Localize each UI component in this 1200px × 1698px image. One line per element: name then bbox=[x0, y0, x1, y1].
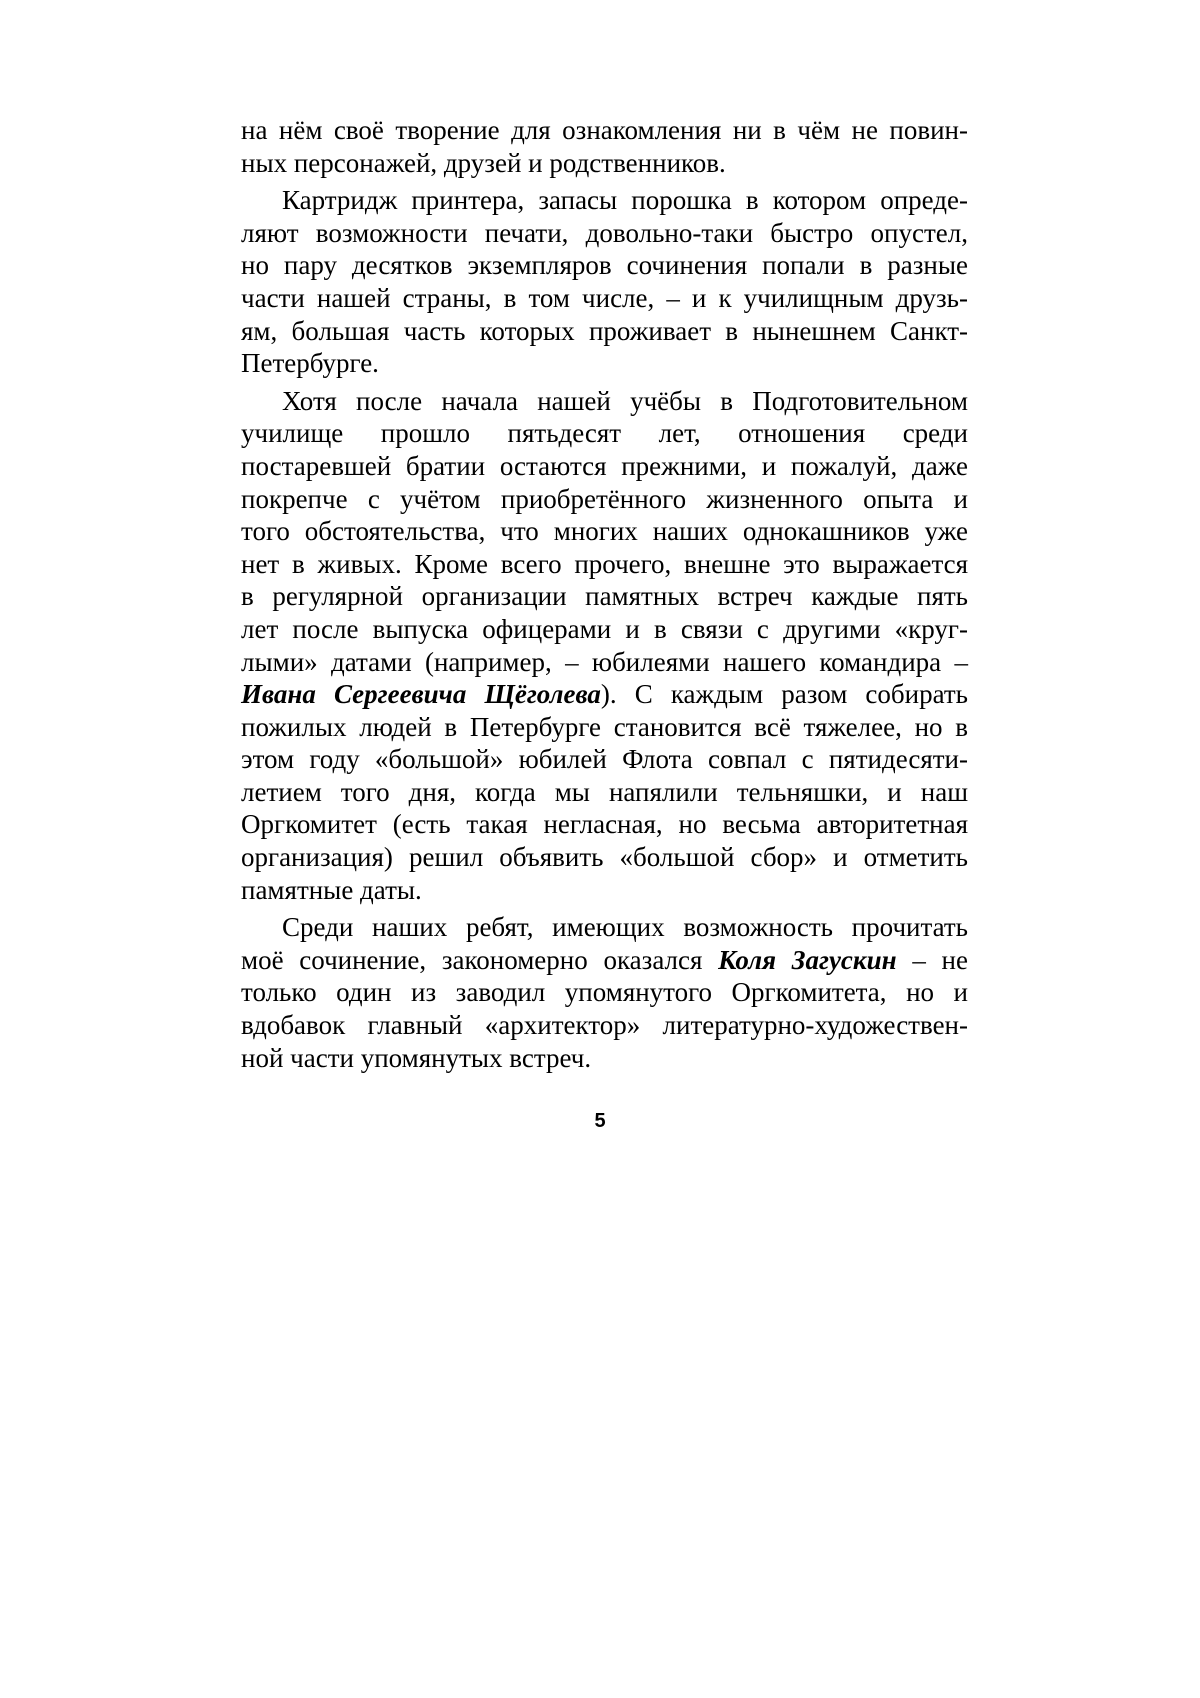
text-line: Петербурге. bbox=[241, 348, 379, 379]
person-name: Ивана Сергеевича Щёголева bbox=[241, 679, 601, 710]
text-line: организация) решил объявить «большой сбор» и отметить bbox=[241, 842, 968, 873]
text-line: вдобавок главный «архитектор» литературно-художествен- bbox=[241, 1010, 968, 1041]
paragraph bbox=[241, 911, 968, 1074]
paragraph bbox=[241, 184, 968, 380]
person-name: Коля Загускин bbox=[718, 944, 897, 975]
text-line: лет после выпуска офицерами и в связи с другими «круг- bbox=[241, 613, 968, 644]
text-line: постаревшей братии остаются прежними, и пожалуй, даже bbox=[241, 450, 968, 481]
text-line: покрепче с учётом приобретённого жизненного опыта и bbox=[241, 483, 968, 514]
text-line: лыми» датами (например, – юбилеями нашего командира – bbox=[241, 646, 968, 677]
text-line: ляют возможности печати, довольно-таки быстро опустел, bbox=[241, 217, 968, 248]
text-line: Хотя после начала нашей учёбы в Подготовительном bbox=[282, 385, 968, 416]
text-run: – не bbox=[896, 944, 968, 975]
text-line: в регулярной организации памятных встреч каждые пять bbox=[241, 581, 968, 612]
text-line: ной части упомянутых встреч. bbox=[241, 1042, 592, 1073]
text-line bbox=[241, 678, 968, 711]
text-line bbox=[241, 944, 968, 977]
body-text bbox=[241, 114, 968, 1079]
text-line: Картридж принтера, запасы порошка в котором опреде- bbox=[282, 185, 968, 216]
text-run: моё сочинение, закономерно оказался bbox=[241, 944, 719, 975]
text-line: Среди наших ребят, имеющих возможность прочитать bbox=[282, 912, 968, 943]
text-line: части нашей страны, в том числе, – и к училищным друзь- bbox=[241, 282, 968, 313]
paragraph bbox=[241, 385, 968, 907]
text-line: но пару десятков экземпляров сочинения попали в разные bbox=[241, 250, 968, 281]
text-line: этом году «большой» юбилей Флота совпал с пятидесяти- bbox=[241, 744, 968, 775]
text-line: Оргкомитет (есть такая негласная, но весьма авторитетная bbox=[241, 809, 968, 840]
text-line: летием того дня, когда мы напялили тельняшки, и наш bbox=[241, 776, 968, 807]
text-line: на нём своё творение для ознакомления ни в чём не повин- bbox=[241, 115, 968, 145]
text-line: памятные даты. bbox=[241, 874, 422, 905]
text-line: училище прошло пятьдесят лет, отношения среди bbox=[241, 418, 968, 449]
text-line: пожилых людей в Петербурге становится всё тяжелее, но в bbox=[241, 711, 968, 742]
text-run: ). С каждым разом собирать bbox=[600, 679, 968, 710]
text-line: ям, большая часть которых проживает в нынешнем Санкт- bbox=[241, 315, 968, 346]
text-line: только один из заводил упомянутого Оргкомитета, но и bbox=[241, 977, 968, 1008]
text-line: ных персонажей, друзей и родственников. bbox=[241, 147, 726, 178]
paragraph bbox=[241, 114, 968, 179]
text-line: того обстоятельства, что многих наших однокашников уже bbox=[241, 516, 968, 547]
page-number: 5 bbox=[594, 1110, 606, 1132]
text-line: нет в живых. Кроме всего прочего, внешне это выражается bbox=[241, 548, 968, 579]
